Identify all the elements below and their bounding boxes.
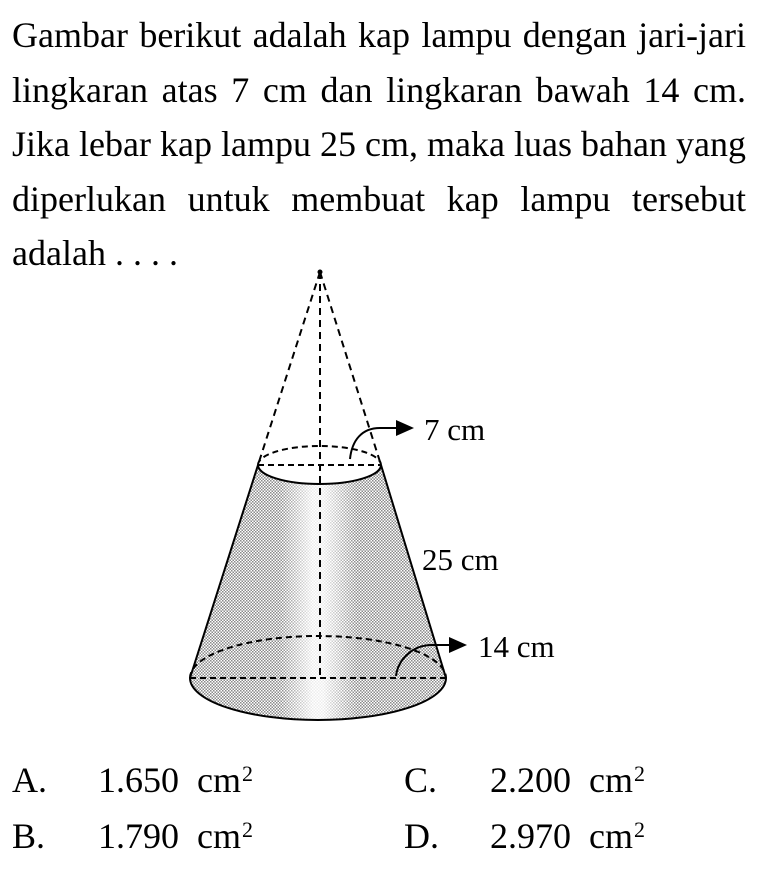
bottom-radius-label: 14 cm xyxy=(478,629,555,664)
option-value: 2.970 $cm^2$ xyxy=(490,816,645,856)
top-radius-arrow xyxy=(350,428,402,459)
question-text: Gambar berikut adalah kap lampu dengan jari-jari lingkaran atas 7 cm dan lingkaran bawah 14 cm. Jika lebar kap lampu 25 cm, maka luas bahan yang diperlukan untuk membuat kap lampu tersebut adalah . . . . xyxy=(12,15,746,273)
apex-line-left xyxy=(258,272,320,465)
bottom-radius-arrowhead xyxy=(449,637,467,653)
option-letter: B. xyxy=(12,816,46,856)
apex-line-right xyxy=(320,272,381,465)
top-radius-label: 7 cm xyxy=(424,412,486,447)
option-letter: C. xyxy=(404,760,438,800)
apex-point xyxy=(318,270,323,275)
option-value: 1.650 $cm^2$ xyxy=(98,760,253,800)
option-letter: D. xyxy=(404,816,439,856)
option-value: 2.200 $cm^2$ xyxy=(490,760,645,800)
frustum-highlight xyxy=(190,465,446,720)
slant-height-label: 25 cm xyxy=(422,542,499,577)
option-value: 1.790 $cm^2$ xyxy=(98,816,253,856)
option-letter: A. xyxy=(12,760,47,800)
top-radius-arrowhead xyxy=(396,420,414,436)
